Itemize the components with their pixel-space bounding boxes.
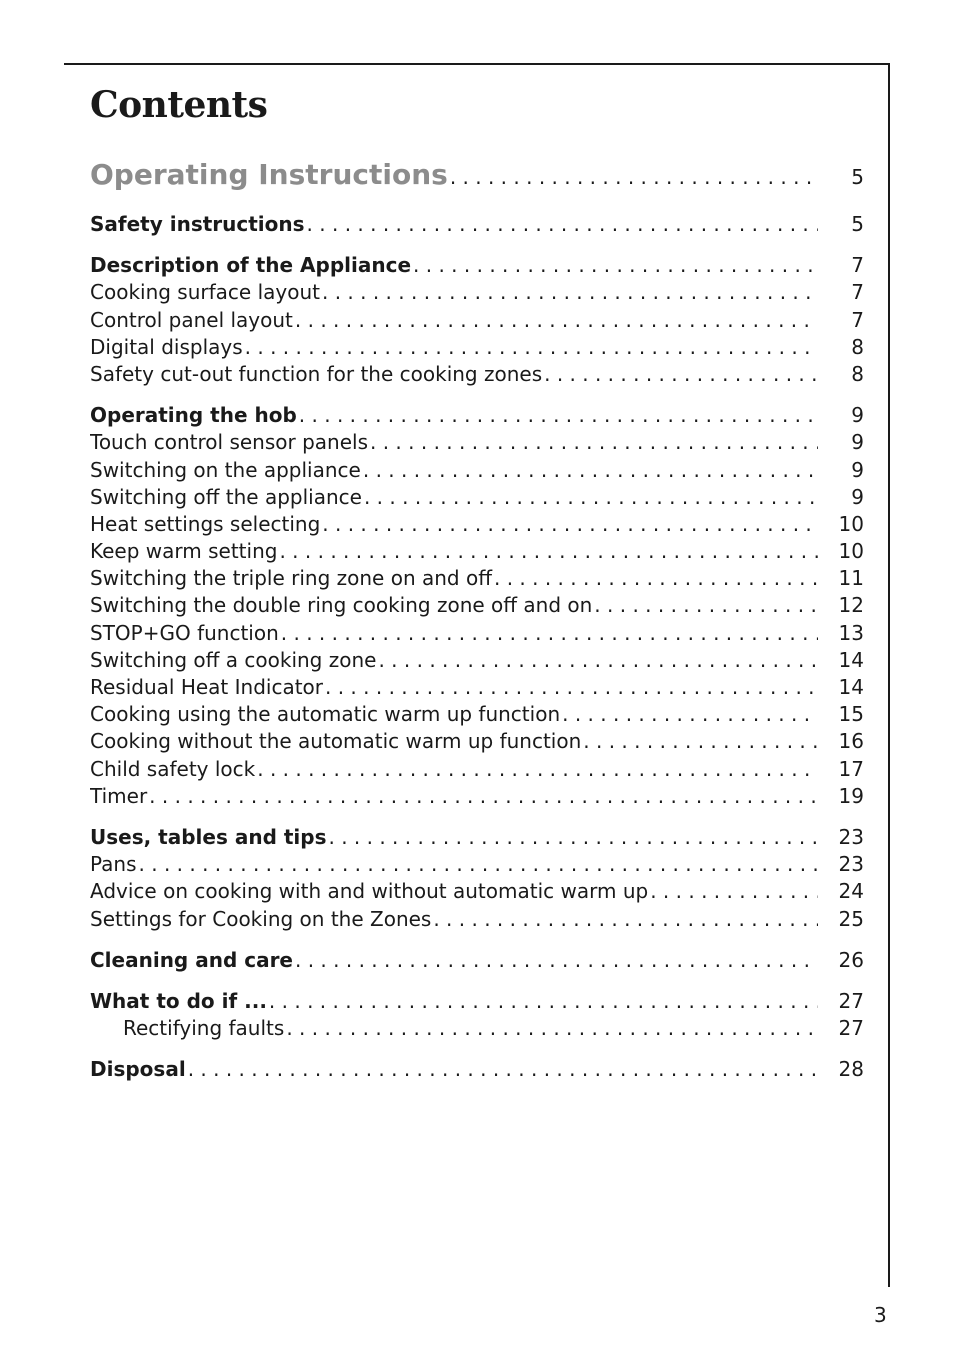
toc-entry-label: Pans [90,852,137,877]
top-rule [64,63,890,65]
toc-entry-page: 13 [838,620,864,645]
toc-entry[interactable] [90,878,864,905]
toc-entry-label: STOP+GO function [90,620,279,645]
toc-entry[interactable] [90,429,864,456]
toc-entry-label: Cooking without the automatic warm up function [90,729,582,754]
toc-dot-leader [147,783,818,810]
toc-dot-leader [267,988,818,1015]
toc-entry-label: Switching the double ring cooking zone off and on [90,593,593,618]
toc-dot-leader [376,647,818,674]
toc-entry[interactable] [90,728,864,755]
toc-dot-leader [279,620,818,647]
toc-entry-label: Child safety lock [90,756,256,781]
toc-entry[interactable] [90,511,864,538]
toc-entry[interactable] [90,457,864,484]
toc-entry-page: 7 [851,253,864,278]
toc-entry-label: Heat settings selecting [90,511,321,536]
toc-section[interactable] [90,153,864,197]
toc-dot-leader [243,334,818,361]
toc-entry-page: 27 [838,988,864,1013]
toc-entry[interactable] [90,565,864,592]
toc-entry-label: Residual Heat Indicator [90,675,323,699]
toc-entry-label: Operating the hob [90,403,297,428]
toc-entry-page: 19 [838,783,864,808]
toc-entry[interactable] [90,334,864,361]
toc-heading[interactable] [90,1056,864,1083]
toc-entry[interactable] [90,783,864,810]
toc-entry-page: 9 [851,457,864,482]
toc-entry-page: 28 [838,1057,864,1082]
toc-entry[interactable] [90,674,864,701]
toc-entry-label: What to do if ... [90,988,267,1013]
toc-dot-leader [592,592,818,619]
toc-dot-leader [361,457,818,484]
toc-entry-page: 11 [838,566,864,591]
toc-entry-label: Description of the Appliance [90,253,412,278]
toc-dot-leader [277,538,818,565]
toc-dot-leader [368,429,818,456]
toc-dot-leader [648,878,818,905]
toc-entry-label: Keep warm setting [90,539,278,564]
toc-entry[interactable] [90,851,864,878]
toc-entry[interactable] [90,701,864,728]
toc-entry-label: Timer [90,783,148,808]
table-of-contents [90,153,864,1083]
toc-entry-label: Safety instructions [90,212,305,236]
toc-entry-page: 17 [838,756,864,781]
toc-entry-page: 9 [851,403,864,428]
toc-gap [90,238,864,252]
toc-dot-leader [186,1056,818,1083]
toc-entry-label: Switching off the appliance [90,484,362,509]
toc-entry-label: Cooking surface layout [90,280,320,305]
toc-entry-label: Switching on the appliance [90,457,361,482]
toc-entry-page: 16 [838,729,864,754]
toc-gap [90,197,864,211]
toc-entry[interactable] [90,279,864,306]
toc-dot-leader [320,279,818,306]
toc-entry-label: Advice on cooking with and without automatic warm up [90,879,649,904]
toc-dot-leader [323,674,818,701]
toc-entry-page: 12 [838,593,864,618]
toc-entry-label: Safety cut-out function for the cooking zones [90,361,543,386]
toc-entry-page: 14 [838,675,864,699]
toc-dot-leader [326,824,818,851]
page-number: 3 [874,1303,887,1327]
toc-entry-label: Uses, tables and tips [90,824,327,849]
toc-heading[interactable] [90,947,864,974]
toc-gap [90,1042,864,1056]
toc-entry-page: 8 [851,334,864,359]
toc-entry-page: 9 [851,484,864,509]
toc-entry[interactable] [90,361,864,388]
toc-entry-page: 9 [851,430,864,455]
toc-entry-page: 27 [838,1016,864,1041]
toc-heading[interactable] [90,211,864,238]
toc-gap [90,810,864,824]
toc-entry-label: Switching the triple ring zone on and off [90,566,492,591]
toc-dot-leader [431,906,818,933]
toc-entry[interactable] [90,906,864,933]
toc-entry-label: Rectifying faults [123,1016,285,1041]
toc-entry[interactable] [90,647,864,674]
toc-heading[interactable] [90,988,864,1015]
toc-entry[interactable] [90,1015,864,1042]
toc-entry-page: 8 [851,361,864,386]
toc-dot-leader [255,756,818,783]
toc-entry-page: 23 [838,824,864,849]
toc-entry-page: 5 [851,165,864,189]
toc-entry-label: Operating Instructions [90,158,448,191]
toc-entry-label: Cleaning and care [90,947,293,972]
toc-gap [90,388,864,402]
page-title: Contents [90,84,268,126]
toc-dot-leader [284,1015,818,1042]
toc-dot-leader [137,851,818,878]
toc-entry-page: 7 [851,280,864,305]
toc-entry-page: 26 [838,947,864,972]
toc-entry[interactable] [90,756,864,783]
toc-entry[interactable] [90,484,864,511]
toc-entry[interactable] [90,620,864,647]
toc-dot-leader [297,402,818,429]
toc-dot-leader [293,307,818,334]
toc-dot-leader [542,361,818,388]
toc-entry-page: 14 [838,647,864,672]
toc-dot-leader [581,728,818,755]
toc-entry[interactable] [90,538,864,565]
toc-entry-page: 15 [838,702,864,727]
toc-heading[interactable] [90,824,864,851]
toc-entry-label: Disposal [90,1057,186,1082]
toc-dot-leader [560,701,818,728]
toc-entry-page: 23 [838,852,864,877]
toc-dot-leader [320,511,818,538]
toc-entry-page: 10 [838,511,864,536]
toc-dot-leader [411,252,818,279]
toc-entry-page: 5 [851,212,864,236]
toc-entry-page: 24 [838,879,864,904]
toc-dot-leader [448,155,818,197]
toc-heading[interactable] [90,252,864,279]
toc-entry-label: Settings for Cooking on the Zones [90,906,432,931]
toc-entry-page: 25 [838,906,864,931]
toc-dot-leader [305,211,818,238]
toc-entry-label: Digital displays [90,334,243,359]
toc-entry-label: Cooking using the automatic warm up function [90,702,561,727]
toc-entry-label: Touch control sensor panels [90,430,368,455]
toc-gap [90,933,864,947]
toc-entry[interactable] [90,307,864,334]
toc-entry-page: 7 [851,307,864,332]
toc-dot-leader [492,565,818,592]
toc-entry-label: Control panel layout [90,307,293,332]
right-margin-rule [888,63,890,1287]
toc-heading[interactable] [90,402,864,429]
toc-entry[interactable] [90,592,864,619]
toc-dot-leader [362,484,818,511]
toc-dot-leader [293,947,818,974]
toc-gap [90,974,864,988]
toc-entry-page: 10 [838,539,864,564]
toc-entry-label: Switching off a cooking zone [90,647,377,672]
